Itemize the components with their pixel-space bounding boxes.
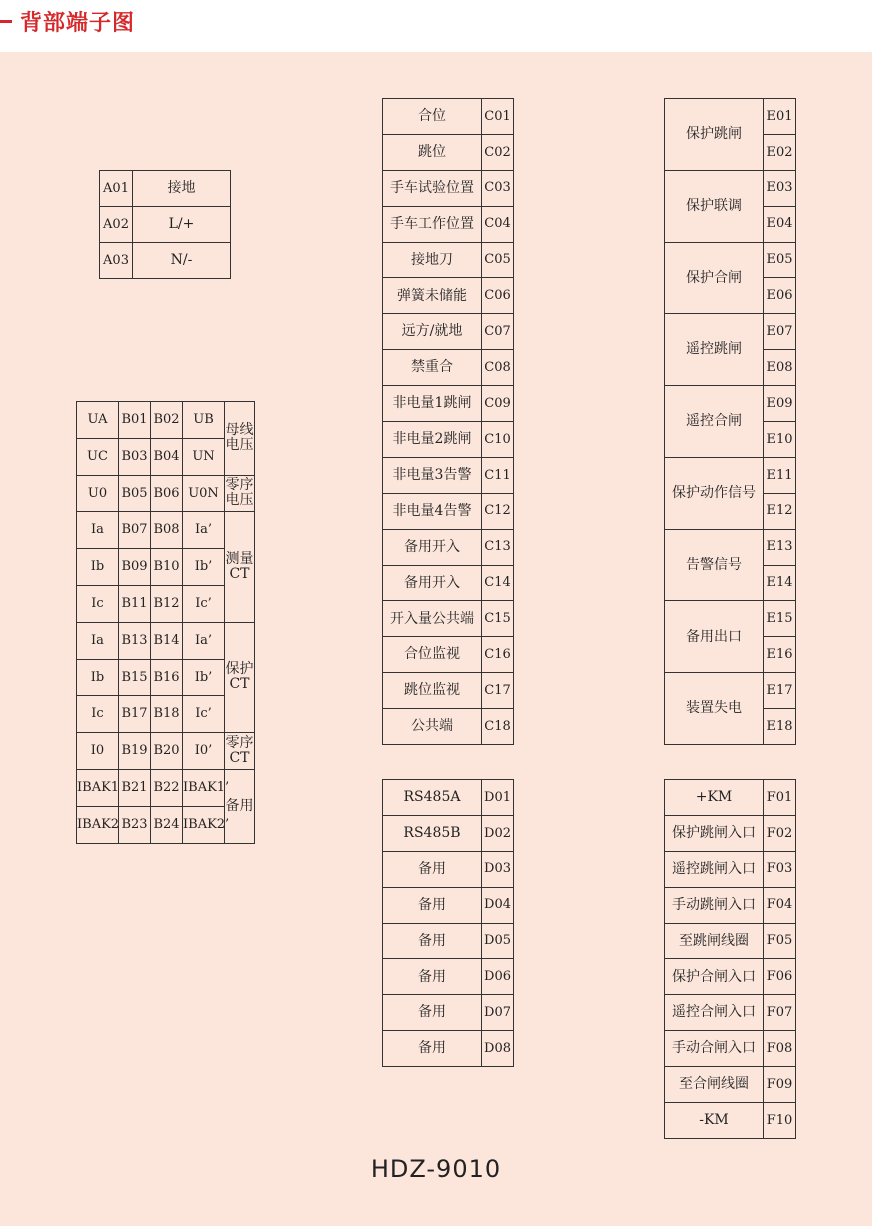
terminal-code: B10 (151, 549, 183, 586)
terminal-row (383, 529, 514, 565)
terminal-code: B03 (119, 438, 151, 475)
terminal-label: 保护合闸 (665, 242, 764, 314)
terminal-code: B12 (151, 585, 183, 622)
terminal-row (665, 457, 796, 493)
terminal-code: B23 (119, 806, 151, 843)
terminal-block-b (76, 401, 255, 844)
terminal-label: 跳位监视 (383, 673, 482, 709)
terminal-row (77, 622, 255, 659)
signal-label: Ib’ (183, 549, 225, 586)
terminal-code: E13 (764, 529, 796, 565)
terminal-code: B08 (151, 512, 183, 549)
terminal-row (665, 170, 796, 206)
terminal-code: E18 (764, 709, 796, 745)
terminal-row (383, 887, 514, 923)
signal-label: UN (183, 438, 225, 475)
terminal-label: 手车工作位置 (383, 206, 482, 242)
terminal-label: 合位监视 (383, 637, 482, 673)
terminal-code: D05 (482, 923, 514, 959)
terminal-block-d (382, 779, 514, 1067)
terminal-block-f (664, 779, 796, 1139)
terminal-block-c (382, 98, 514, 745)
terminal-code: C04 (482, 206, 514, 242)
signal-label: I0 (77, 733, 119, 770)
terminal-row (383, 923, 514, 959)
terminal-label: 告警信号 (665, 529, 764, 601)
terminal-code: B24 (151, 806, 183, 843)
signal-label: Ic (77, 585, 119, 622)
signal-label: IBAK1’ (183, 769, 225, 806)
terminal-code: B07 (119, 512, 151, 549)
terminal-code: D01 (482, 780, 514, 816)
terminal-code: B06 (151, 475, 183, 512)
terminal-row (383, 242, 514, 278)
terminal-code: B14 (151, 622, 183, 659)
terminal-code: B11 (119, 585, 151, 622)
terminal-code: D08 (482, 1031, 514, 1067)
terminal-label: 遥控跳闸入口 (665, 851, 764, 887)
terminal-label: 至合闸线圈 (665, 1067, 764, 1103)
terminal-row (100, 243, 231, 279)
group-label: 零序电压 (225, 475, 255, 512)
model-number: HDZ-9010 (370, 1155, 502, 1183)
terminal-label: N/- (133, 243, 231, 279)
terminal-code: B16 (151, 659, 183, 696)
terminal-code: E08 (764, 350, 796, 386)
terminal-row (383, 815, 514, 851)
terminal-row (665, 923, 796, 959)
terminal-label: 非电量1跳闸 (383, 386, 482, 422)
terminal-code: D07 (482, 995, 514, 1031)
terminal-row (665, 1067, 796, 1103)
terminal-row (383, 314, 514, 350)
terminal-label: 保护跳闸 (665, 99, 764, 171)
terminal-label: 备用 (383, 959, 482, 995)
terminal-row (383, 493, 514, 529)
terminal-code: C05 (482, 242, 514, 278)
terminal-code: E11 (764, 457, 796, 493)
terminal-label: -KM (665, 1103, 764, 1139)
terminal-label: 备用 (383, 923, 482, 959)
terminal-label: 非电量4告警 (383, 493, 482, 529)
terminal-code: A01 (100, 171, 133, 207)
terminal-label: 跳位 (383, 134, 482, 170)
terminal-label: 禁重合 (383, 350, 482, 386)
terminal-row (665, 386, 796, 422)
terminal-code: F10 (764, 1103, 796, 1139)
terminal-label: 遥控跳闸 (665, 314, 764, 386)
terminal-label: 保护联调 (665, 170, 764, 242)
terminal-code: E03 (764, 170, 796, 206)
terminal-row (665, 995, 796, 1031)
terminal-code: D06 (482, 959, 514, 995)
terminal-row (383, 422, 514, 458)
terminal-row (383, 386, 514, 422)
terminal-label: 备用 (383, 1031, 482, 1067)
terminal-code: F03 (764, 851, 796, 887)
terminal-label: 备用 (383, 995, 482, 1031)
terminal-label: L/+ (133, 207, 231, 243)
terminal-code: B05 (119, 475, 151, 512)
terminal-code: C17 (482, 673, 514, 709)
terminal-row (77, 769, 255, 806)
terminal-code: B17 (119, 696, 151, 733)
terminal-code: C07 (482, 314, 514, 350)
terminal-label: 备用开入 (383, 529, 482, 565)
terminal-code: C15 (482, 601, 514, 637)
terminal-code: F02 (764, 815, 796, 851)
header-dash (0, 20, 12, 23)
terminal-code: B15 (119, 659, 151, 696)
terminal-label: 接地刀 (383, 242, 482, 278)
terminal-code: F06 (764, 959, 796, 995)
terminal-code: B13 (119, 622, 151, 659)
terminal-label: 手动跳闸入口 (665, 887, 764, 923)
terminal-row (383, 565, 514, 601)
terminal-code: E16 (764, 637, 796, 673)
signal-label: U0 (77, 475, 119, 512)
terminal-code: C12 (482, 493, 514, 529)
terminal-code: C14 (482, 565, 514, 601)
signal-label: Ic’ (183, 696, 225, 733)
group-label: 保护CT (225, 622, 255, 732)
terminal-code: C06 (482, 278, 514, 314)
terminal-row (383, 780, 514, 816)
terminal-label: 手车试验位置 (383, 170, 482, 206)
terminal-row (383, 601, 514, 637)
terminal-row (100, 171, 231, 207)
terminal-row (665, 780, 796, 816)
terminal-label: 保护跳闸入口 (665, 815, 764, 851)
terminal-code: E12 (764, 493, 796, 529)
terminal-label: 非电量2跳闸 (383, 422, 482, 458)
signal-label: Ib (77, 659, 119, 696)
terminal-code: E09 (764, 386, 796, 422)
terminal-label: 装置失电 (665, 673, 764, 745)
terminal-code: B22 (151, 769, 183, 806)
terminal-label: 非电量3告警 (383, 457, 482, 493)
terminal-code: D03 (482, 851, 514, 887)
terminal-row (383, 350, 514, 386)
signal-label: I0’ (183, 733, 225, 770)
terminal-row (383, 99, 514, 135)
terminal-code: E07 (764, 314, 796, 350)
signal-label: Ic’ (183, 585, 225, 622)
terminal-code: D04 (482, 887, 514, 923)
terminal-row (383, 851, 514, 887)
terminal-code: E06 (764, 278, 796, 314)
terminal-label: 合位 (383, 99, 482, 135)
terminal-code: C02 (482, 134, 514, 170)
terminal-label: 接地 (133, 171, 231, 207)
terminal-code: B21 (119, 769, 151, 806)
terminal-row (77, 475, 255, 512)
terminal-code: C13 (482, 529, 514, 565)
terminal-label: 保护动作信号 (665, 457, 764, 529)
terminal-block-a (99, 170, 231, 279)
terminal-code: E17 (764, 673, 796, 709)
terminal-label: 备用出口 (665, 601, 764, 673)
group-label: 备用 (225, 769, 255, 843)
signal-label: Ia (77, 622, 119, 659)
terminal-row (77, 512, 255, 549)
terminal-label: 弹簧未储能 (383, 278, 482, 314)
signal-label: Ib (77, 549, 119, 586)
signal-label: IBAK1 (77, 769, 119, 806)
terminal-code: F08 (764, 1031, 796, 1067)
terminal-code: C01 (482, 99, 514, 135)
group-label: 母线电压 (225, 402, 255, 476)
terminal-row (665, 887, 796, 923)
terminal-row (665, 314, 796, 350)
terminal-row (383, 1031, 514, 1067)
terminal-row (665, 99, 796, 135)
terminal-code: B20 (151, 733, 183, 770)
terminal-row (383, 170, 514, 206)
terminal-row (665, 851, 796, 887)
terminal-row (383, 673, 514, 709)
terminal-code: D02 (482, 815, 514, 851)
terminal-label: 备用开入 (383, 565, 482, 601)
group-label: 测量CT (225, 512, 255, 622)
terminal-code: F07 (764, 995, 796, 1031)
terminal-code: E02 (764, 134, 796, 170)
terminal-code: E10 (764, 422, 796, 458)
signal-label: Ia’ (183, 622, 225, 659)
terminal-code: C16 (482, 637, 514, 673)
terminal-row (383, 995, 514, 1031)
signal-label: UC (77, 438, 119, 475)
page-header (0, 0, 872, 50)
terminal-code: C09 (482, 386, 514, 422)
terminal-row (383, 959, 514, 995)
page-title: 背部端子图 (20, 11, 136, 36)
terminal-label: RS485A (383, 780, 482, 816)
terminal-code: F04 (764, 887, 796, 923)
terminal-label: RS485B (383, 815, 482, 851)
terminal-code: B19 (119, 733, 151, 770)
terminal-row (383, 637, 514, 673)
terminal-label: +KM (665, 780, 764, 816)
terminal-row (665, 673, 796, 709)
terminal-row (665, 815, 796, 851)
terminal-row (383, 278, 514, 314)
terminal-row (665, 529, 796, 565)
terminal-row (100, 207, 231, 243)
terminal-code: C18 (482, 709, 514, 745)
terminal-row (383, 457, 514, 493)
terminal-code: E14 (764, 565, 796, 601)
terminal-code: E04 (764, 206, 796, 242)
terminal-code: C08 (482, 350, 514, 386)
terminal-code: C10 (482, 422, 514, 458)
terminal-label: 开入量公共端 (383, 601, 482, 637)
signal-label: UA (77, 402, 119, 439)
signal-label: Ic (77, 696, 119, 733)
terminal-label: 手动合闸入口 (665, 1031, 764, 1067)
terminal-code: A02 (100, 207, 133, 243)
terminal-row (383, 134, 514, 170)
terminal-code: F09 (764, 1067, 796, 1103)
signal-label: IBAK2 (77, 806, 119, 843)
terminal-row (77, 402, 255, 439)
terminal-label: 远方/就地 (383, 314, 482, 350)
terminal-row (383, 206, 514, 242)
terminal-row (665, 1031, 796, 1067)
terminal-row (383, 709, 514, 745)
terminal-row (665, 242, 796, 278)
group-label: 零序CT (225, 733, 255, 770)
terminal-code: C11 (482, 457, 514, 493)
terminal-code: B02 (151, 402, 183, 439)
terminal-label: 遥控合闸入口 (665, 995, 764, 1031)
terminal-label: 保护合闸入口 (665, 959, 764, 995)
signal-label: Ib’ (183, 659, 225, 696)
terminal-code: A03 (100, 243, 133, 279)
terminal-label: 至跳闸线圈 (665, 923, 764, 959)
terminal-label: 备用 (383, 851, 482, 887)
signal-label: U0N (183, 475, 225, 512)
terminal-code: E01 (764, 99, 796, 135)
terminal-label: 遥控合闸 (665, 386, 764, 458)
terminal-code: B01 (119, 402, 151, 439)
signal-label: Ia (77, 512, 119, 549)
terminal-code: E15 (764, 601, 796, 637)
terminal-code: B09 (119, 549, 151, 586)
terminal-row (665, 1103, 796, 1139)
signal-label: IBAK2’ (183, 806, 225, 843)
terminal-code: B18 (151, 696, 183, 733)
terminal-code: E05 (764, 242, 796, 278)
terminal-row (665, 959, 796, 995)
terminal-label: 备用 (383, 887, 482, 923)
signal-label: Ia’ (183, 512, 225, 549)
terminal-code: F01 (764, 780, 796, 816)
terminal-label: 公共端 (383, 709, 482, 745)
terminal-code: B04 (151, 438, 183, 475)
terminal-block-e (664, 98, 796, 745)
terminal-code: C03 (482, 170, 514, 206)
terminal-row (665, 601, 796, 637)
signal-label: UB (183, 402, 225, 439)
terminal-code: F05 (764, 923, 796, 959)
terminal-row (77, 733, 255, 770)
